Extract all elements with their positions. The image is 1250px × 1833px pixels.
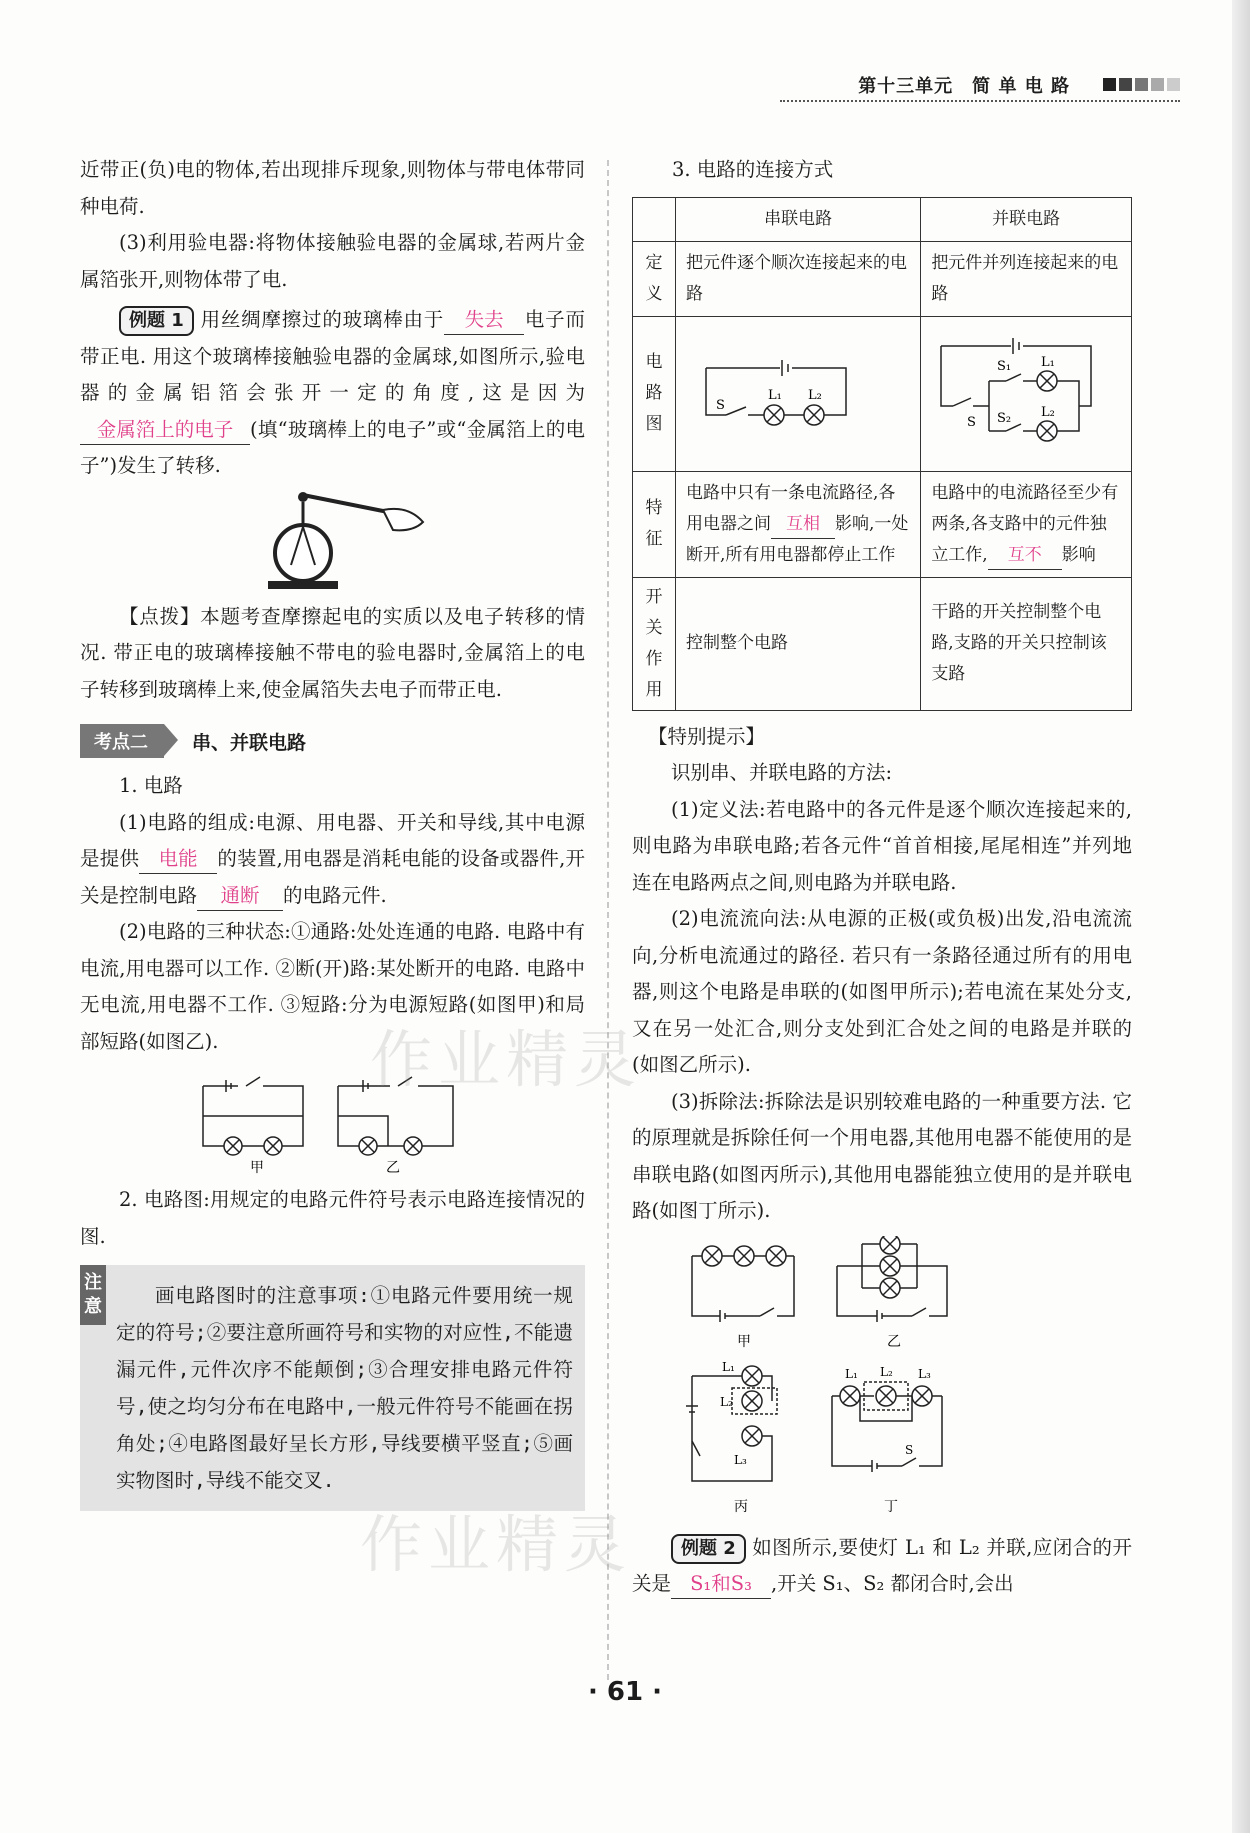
example-2-label: 例题 2 bbox=[671, 1534, 746, 1564]
running-header bbox=[780, 70, 1180, 106]
note-text: 画电路图时的注意事项:①电路元件要用统一规定的符号;②要注意所画符号和实物的对应性,不能遗漏元件,元件次序不能颠倒;③合理安排电路元件符号,使之均匀分布在电路中,一般元件符号不能画在拐角处;④电路图最好呈长方形,导线要横平竖直;⑤画实物图时,导线不能交叉. bbox=[116, 1284, 573, 1492]
fig-label-jia: 甲 bbox=[737, 1333, 751, 1350]
fig-jia bbox=[692, 1246, 794, 1322]
paragraph: 近带正(负)电的物体,若出现排斥现象,则物体与带电体带同种电荷. bbox=[80, 158, 585, 218]
header-block bbox=[1103, 78, 1116, 91]
note-box bbox=[80, 1265, 585, 1511]
example-1-label: 例题 1 bbox=[119, 306, 194, 336]
table-row bbox=[633, 241, 1132, 316]
fig-label-jia: 甲 bbox=[249, 1160, 264, 1176]
table-header: 并联电路 bbox=[921, 197, 1132, 241]
label-L2: L₂ bbox=[1041, 404, 1056, 420]
paragraph: (3)拆除法:拆除法是识别较难电路的一种重要方法. 它的原理就是拆除任何一个用电器,其他用电器不能使用的是串联电路(如图丙所示),其他用电器能独立使用的是并联电路(如图丁所示). bbox=[632, 1089, 1132, 1222]
label-S: S bbox=[967, 414, 977, 430]
label-L2: L₂ bbox=[720, 1394, 733, 1409]
label-S1: S₁ bbox=[997, 358, 1012, 374]
header-rule bbox=[780, 100, 1180, 102]
watermark: 作业精灵 bbox=[360, 1508, 633, 1581]
example-text: ,开关 S₁、S₂ 都闭合时,会出 bbox=[771, 1572, 1014, 1595]
special-tip-heading: 【特别提示】 bbox=[648, 724, 766, 748]
connection-table bbox=[632, 197, 1132, 711]
text: 电路中只有一条电流路径,各用电器之间 bbox=[686, 482, 896, 534]
section-tag: 考点二 bbox=[80, 724, 164, 758]
paragraph: (2)电路的三种状态:①通路:处处连通的电路. 电路中有电流,用电器可以工作. ②断(开)路:某处断开的电路. 电路中无电流,用电器不工作. ③短路:分为电源短路(如图甲)和局部短路(如图乙). bbox=[80, 920, 585, 1053]
example-text: (填“玻璃棒上的电子”或“金属箔上的电子”)发生了转移. bbox=[80, 417, 585, 477]
answer-blank: 互不 bbox=[988, 541, 1062, 570]
series-circuit-diagram bbox=[686, 333, 886, 443]
table-cell: 干路的开关控制整个电路,支路的开关只控制该支路 bbox=[921, 577, 1132, 710]
table-cell bbox=[676, 471, 921, 577]
table-header-row bbox=[633, 197, 1132, 241]
table-row bbox=[633, 577, 1132, 710]
subheading: 3. 电路的连接方式 bbox=[672, 158, 834, 181]
example-2 bbox=[632, 1530, 1132, 1603]
header-block bbox=[1135, 78, 1148, 91]
table-cell bbox=[921, 316, 1132, 471]
table-row bbox=[633, 471, 1132, 577]
example-text: 用丝绸摩擦过的玻璃棒由于 bbox=[199, 308, 445, 331]
text: (1)电路的组成:电源、用电器、开关和导线,其中电源是提供 bbox=[80, 810, 585, 870]
label-L1: L₁ bbox=[1041, 354, 1056, 370]
header-block bbox=[1119, 78, 1132, 91]
fig-ding bbox=[832, 1382, 942, 1472]
paragraph: (3)利用验电器:将物体接触验电器的金属球,若两片金属箔张开,则物体带了电. bbox=[80, 231, 585, 291]
subheading: 2. 电路图:用规定的电路元件符号表示电路连接情况的图. bbox=[80, 1188, 585, 1248]
note-tag: 注意 bbox=[80, 1265, 106, 1325]
label-L2: L₂ bbox=[808, 388, 822, 403]
circuit-jia bbox=[203, 1077, 303, 1155]
label-L1: L₁ bbox=[722, 1359, 735, 1374]
text: 影响,一处断开,所有用电器都停止工作 bbox=[686, 513, 909, 565]
table-header: 串联电路 bbox=[676, 197, 921, 241]
example-text: 电子而带正电. 用这个玻璃棒接触验电器的金属球,如图所示,验电器的金属铝箔会张开一定的角度,这是因为 bbox=[80, 308, 585, 404]
row-head: 开关作用 bbox=[633, 577, 676, 710]
left-column bbox=[80, 152, 585, 1511]
watermark: 作业精灵 bbox=[370, 1023, 643, 1096]
label-S: S bbox=[905, 1442, 914, 1457]
text: 电路中的电流路径至少有两条,各支路中的元件独立工作, bbox=[931, 482, 1119, 565]
label-L2: L₂ bbox=[880, 1364, 893, 1379]
answer-blank: 通断 bbox=[197, 882, 283, 911]
text: 影响 bbox=[1061, 544, 1096, 565]
fig-label-yi: 乙 bbox=[887, 1333, 901, 1350]
paragraph: 识别串、并联电路的方法: bbox=[671, 761, 893, 784]
table-cell bbox=[921, 471, 1132, 577]
label-L3: L₃ bbox=[734, 1452, 747, 1467]
table-cell: 控制整个电路 bbox=[676, 577, 921, 710]
column-divider bbox=[607, 160, 609, 1680]
answer-blank: 电能 bbox=[139, 845, 217, 874]
table-cell bbox=[676, 316, 921, 471]
row-head: 特征 bbox=[633, 471, 676, 577]
label-L1: L₁ bbox=[845, 1366, 858, 1381]
table-cell: 把元件并列连接起来的电路 bbox=[921, 241, 1132, 316]
answer-blank: 互相 bbox=[771, 510, 835, 539]
fig-label-ding: 丁 bbox=[884, 1498, 898, 1515]
example-text: 如图所示,要使灯 L₁ 和 L₂ 并联,应闭合的开关是 bbox=[632, 1535, 1132, 1595]
label-S: S bbox=[716, 398, 725, 413]
right-column bbox=[632, 152, 1132, 1603]
header-block bbox=[1167, 78, 1180, 91]
fig-yi bbox=[837, 1236, 947, 1322]
fig-bing bbox=[686, 1366, 777, 1481]
text: 的电路元件. bbox=[283, 883, 387, 907]
row-head: 定义 bbox=[633, 241, 676, 316]
paragraph: (2)电流流向法:从电源的正极(或负极)出发,沿电流流向,分析电流通过的路径. 若只有一条路径通过所有的用电器,则这个电路是串联的(如图甲所示);若电流在某处分支,又在另一处汇合,则分支处到汇合处之间的电路是并联的(如图乙所示). bbox=[632, 907, 1132, 1076]
answer-blank: 失去 bbox=[444, 306, 524, 335]
example-1 bbox=[80, 302, 585, 485]
parallel-circuit-diagram bbox=[931, 326, 1101, 451]
subheading: 1. 电路 bbox=[119, 774, 183, 797]
table-header bbox=[633, 197, 676, 241]
electroscope-figure bbox=[233, 485, 433, 595]
section-heading bbox=[80, 724, 585, 758]
unit-title: 第十三单元 简 单 电 路 bbox=[858, 76, 1070, 97]
table-row bbox=[633, 316, 1132, 471]
label-L3: L₃ bbox=[918, 1366, 931, 1381]
answer-blank: 金属箔上的电子 bbox=[80, 416, 250, 445]
fig-label-yi: 乙 bbox=[385, 1160, 400, 1176]
text: 的装置,用电器是消耗电能的设备或器件,开关是控制电路 bbox=[80, 847, 585, 907]
label-S2: S₂ bbox=[997, 410, 1012, 426]
tip-paragraph: 【点拨】本题考查摩擦起电的实质以及电子转移的情况. 带正电的玻璃棒接触不带电的验电器时,金属箔上的电子转移到玻璃棒上来,使金属箔失去电子而带正电. bbox=[80, 604, 585, 701]
paragraph: (1)定义法:若电路中的各元件是逐个顺次连接起来的,则电路为串联电路;若各元件“首首相接,尾尾相连”并列地连在电路两点之间,则电路为并联电路. bbox=[632, 797, 1132, 894]
fig-label-bing: 丙 bbox=[734, 1498, 748, 1515]
table-cell: 把元件逐个顺次连接起来的电路 bbox=[676, 241, 921, 316]
row-head: 电路图 bbox=[633, 316, 676, 471]
section-title: 串、并联电路 bbox=[192, 731, 307, 754]
header-block bbox=[1151, 78, 1164, 91]
identification-figures bbox=[662, 1236, 1102, 1526]
label-L1: L₁ bbox=[768, 388, 782, 403]
page-number: · 61 · bbox=[587, 1677, 663, 1707]
paragraph bbox=[80, 805, 585, 915]
page-edge bbox=[1232, 0, 1250, 1833]
header-blocks bbox=[1103, 78, 1180, 91]
answer-blank: S₁和S₃ bbox=[671, 1570, 771, 1599]
